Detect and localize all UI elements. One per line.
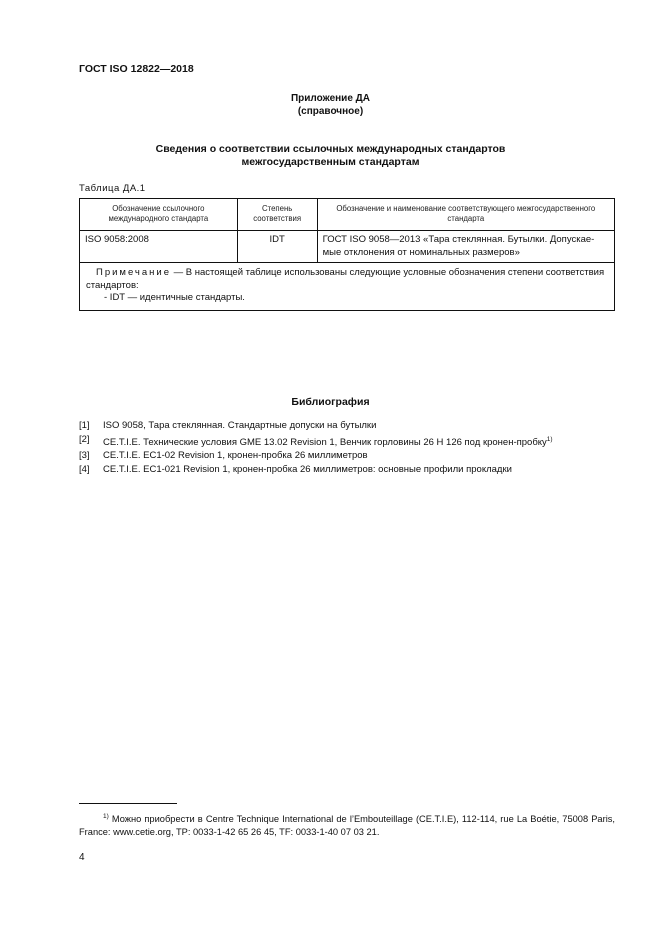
footnote [79,810,615,839]
bib-text: CE.T.I.E. EC1-02 Revision 1, кронен-пробка 26 миллиметров [103,450,368,462]
page-number: 4 [79,852,85,863]
list-item [79,419,553,433]
list-item [79,449,553,463]
bib-number: [1] [79,420,90,431]
footnote-text: Можно приобрести в Centre Technique International de l’Embouteillage (CE.T.I.E), 112-114, rue La Boétie, 75008 Paris, France: www.cetie.org, TP: 0033-1-42 65 26 45, TF: 0033-1-40 07 03 21. [79,814,615,838]
table-cell-intl-standard: ISO 9058:2008 [80,231,238,263]
note-text: — В настоящей таблице использованы следующие условные обозначения степени соответствия стандартов: [86,267,605,291]
bib-text: CE.T.I.E. Технические условия GME 13.02 Revision 1, Венчик горловины 26 Н 126 под кронен-пробку [103,436,547,448]
bibliography-title: Библиография [291,396,370,408]
list-item [79,433,553,450]
appendix-title: Приложение ДА [290,93,371,104]
note-item: - IDT — идентичные стандарты. [104,292,245,303]
bib-number: [3] [79,450,90,462]
list-item [79,463,553,477]
table-header-row [80,199,615,231]
bib-text: ISO 9058, Тара стеклянная. Стандартные допуски на бутылки [103,420,377,431]
appendix-subtitle: (справочное) [297,106,364,117]
footnote-ref[interactable]: 1) [546,435,553,443]
appendix-heading-line1: Сведения о соответствии ссылочных международных стандартов [155,143,506,155]
table-note [80,263,615,311]
footnote-divider [79,803,177,804]
footnote-marker: 1) [103,813,109,820]
bibliography-list [79,419,553,476]
bib-number: [2] [79,433,90,445]
appendix-heading-line2: межгосударственным стандартам [241,156,420,168]
table-cell-national-standard: ГОСТ ISO 9058—2013 «Тара стеклянная. Бутылки. Допускаемые отклонения от номинальных размеров» [317,231,614,263]
table-row [80,231,615,263]
table-header-cell: Обозначение и наименование соответствующего межгосударственного стандарта [317,199,614,231]
table-note-row [80,263,615,311]
table-caption: Таблица ДА.1 [79,183,146,194]
correspondence-table [79,198,615,311]
note-label: Примечание [96,267,171,278]
document-header: ГОСТ ISO 12822—2018 [79,63,194,75]
bib-number: [4] [79,463,90,475]
table-header-cell: Степень соответствия [237,199,317,231]
table-cell-degree: IDT [237,231,317,263]
bib-text: CE.T.I.E. EC1-021 Revision 1, кронен-пробка 26 миллиметров: основные профили прокладки [103,463,512,475]
correspondence-table-wrapper [79,198,615,311]
table-header-cell: Обозначение ссылочного международного стандарта [80,199,238,231]
